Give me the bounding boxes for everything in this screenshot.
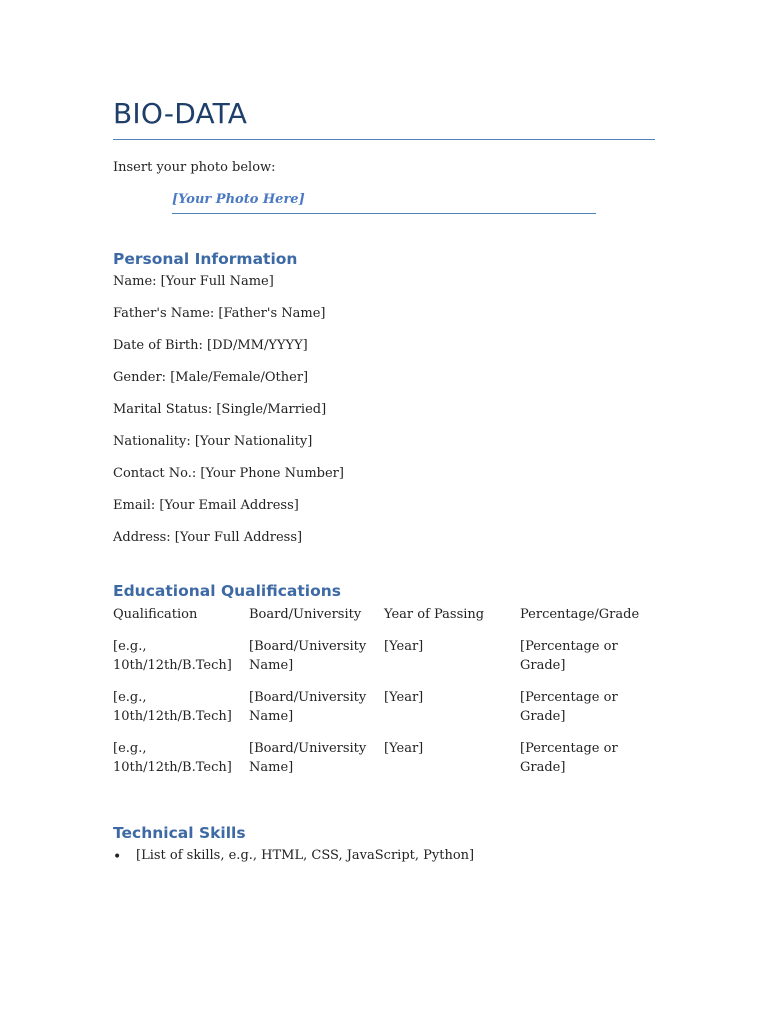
field-address: Address: [Your Full Address]: [113, 530, 303, 545]
field-name: Name: [Your Full Name]: [113, 274, 274, 289]
column-header-year: Year of Passing: [384, 607, 485, 622]
cell-line: [Percentage or: [520, 690, 618, 705]
cell-line: Grade]: [520, 709, 566, 724]
cell-line: 10th/12th/B.Tech]: [113, 658, 232, 673]
cell-line: 10th/12th/B.Tech]: [113, 709, 232, 724]
cell-line: [Percentage or: [520, 639, 618, 654]
field-contact-no: Contact No.: [Your Phone Number]: [113, 466, 344, 481]
cell-line: Grade]: [520, 760, 566, 775]
photo-divider: [172, 213, 596, 214]
skill-item: [List of skills, e.g., HTML, CSS, JavaScript, Python]: [136, 848, 475, 863]
cell-year: [Year]: [384, 639, 424, 654]
column-header-qualification: Qualification: [113, 607, 198, 622]
cell-grade: [520, 688, 618, 726]
cell-board: [249, 637, 366, 675]
cell-line: [Percentage or: [520, 741, 618, 756]
cell-year: [Year]: [384, 741, 424, 756]
document-title: BIO-DATA: [113, 97, 248, 130]
column-header-board: Board/University: [249, 607, 362, 622]
cell-line: Name]: [249, 658, 294, 673]
cell-board: [249, 739, 366, 777]
personal-information-heading: Personal Information: [113, 250, 298, 268]
field-fathers-name: Father's Name: [Father's Name]: [113, 306, 326, 321]
cell-line: Name]: [249, 760, 294, 775]
bullet-icon: •: [113, 849, 122, 865]
field-gender: Gender: [Male/Female/Other]: [113, 370, 309, 385]
photo-instruction: Insert your photo below:: [113, 160, 276, 175]
field-email: Email: [Your Email Address]: [113, 498, 299, 513]
cell-qualification: [113, 739, 232, 777]
cell-line: [e.g.,: [113, 690, 147, 705]
field-nationality: Nationality: [Your Nationality]: [113, 434, 313, 449]
cell-grade: [520, 637, 618, 675]
educational-qualifications-heading: Educational Qualifications: [113, 582, 342, 600]
cell-qualification: [113, 688, 232, 726]
cell-board: [249, 688, 366, 726]
cell-line: [Board/University: [249, 690, 367, 705]
title-divider: [113, 139, 655, 140]
cell-line: [e.g.,: [113, 639, 147, 654]
cell-grade: [520, 739, 618, 777]
photo-placeholder[interactable]: [Your Photo Here]: [172, 192, 305, 207]
technical-skills-heading: Technical Skills: [113, 824, 246, 842]
cell-year: [Year]: [384, 690, 424, 705]
cell-line: Grade]: [520, 658, 566, 673]
column-header-grade: Percentage/Grade: [520, 607, 640, 622]
cell-line: [Board/University: [249, 741, 367, 756]
cell-line: [e.g.,: [113, 741, 147, 756]
cell-qualification: [113, 637, 232, 675]
cell-line: Name]: [249, 709, 294, 724]
field-date-of-birth: Date of Birth: [DD/MM/YYYY]: [113, 338, 308, 353]
cell-line: 10th/12th/B.Tech]: [113, 760, 232, 775]
field-marital-status: Marital Status: [Single/Married]: [113, 402, 327, 417]
cell-line: [Board/University: [249, 639, 367, 654]
